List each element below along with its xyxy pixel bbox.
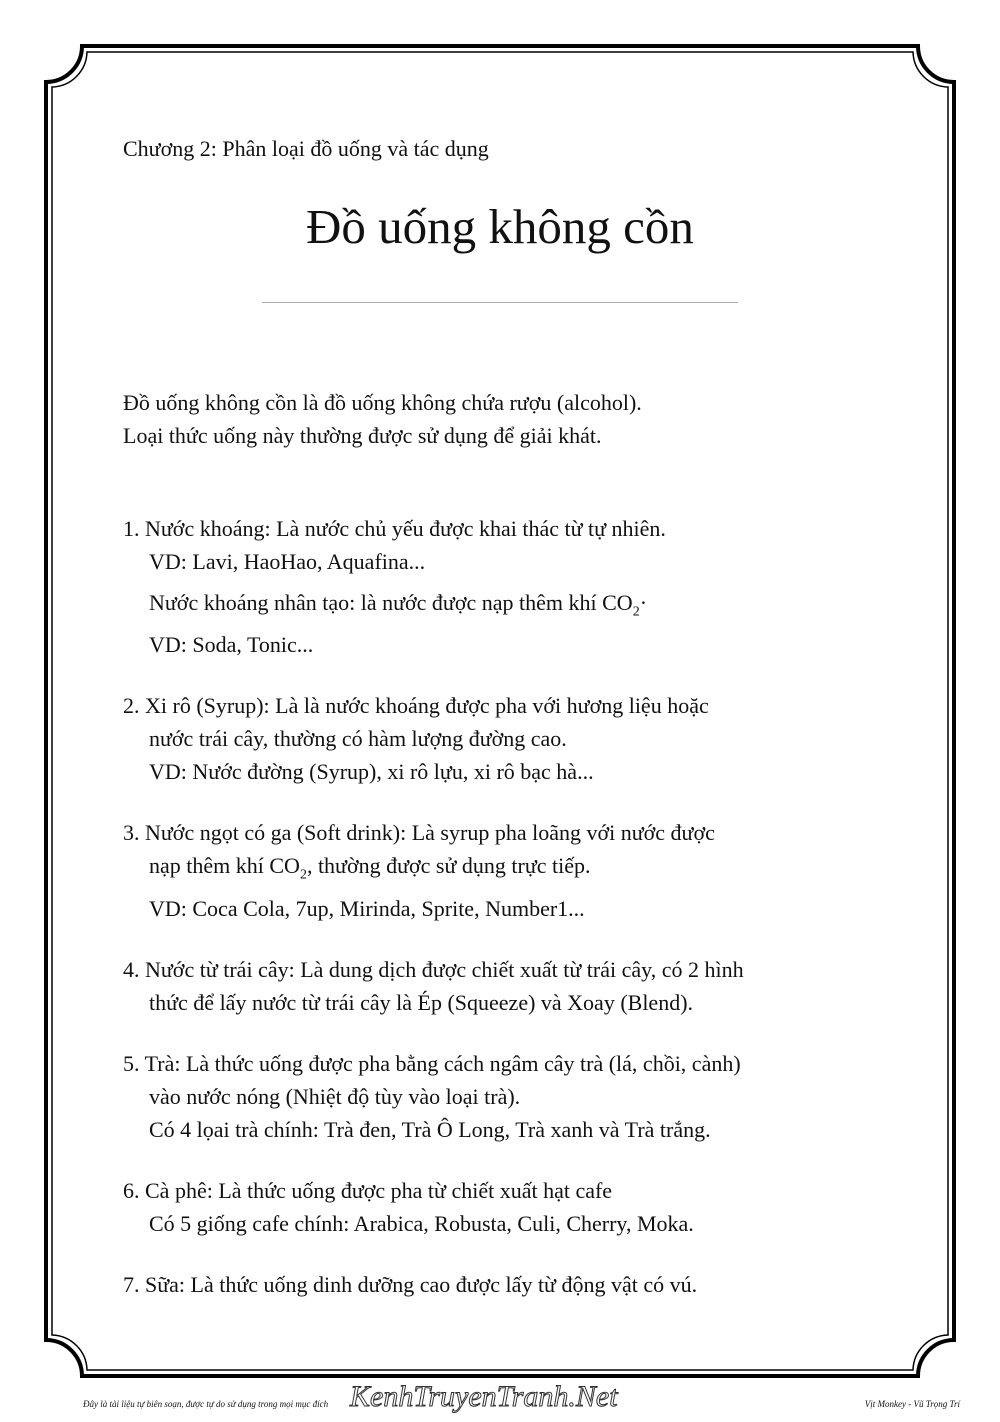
- item-line: 1. Nước khoáng: Là nước chủ yếu được khai thác từ tự nhiên.: [123, 516, 666, 541]
- item-line: Có 4 lọai trà chính: Trà đen, Trà Ô Long, Trà xanh và Trà trắng.: [149, 1116, 711, 1142]
- item-line: nước trái cây, thường có hàm lượng đường cao.: [149, 726, 567, 752]
- page-title: Đồ uống không cồn: [306, 199, 694, 254]
- item-line: 7. Sữa: Là thức uống dinh dưỡng cao được lấy từ động vật có vú.: [123, 1271, 698, 1297]
- subscript: 2: [632, 604, 640, 620]
- footer-author: Vịt Monkey - Vũ Trọng Trí: [864, 1399, 960, 1409]
- list-item: [123, 1174, 744, 1240]
- chapter-heading: Chương 2: Phân loại đồ uống và tác dụng: [123, 136, 489, 161]
- item-line: [123, 849, 744, 891]
- divider: [262, 302, 738, 303]
- subscript: 2: [299, 867, 307, 883]
- item-line: 6. Cà phê: Là thức uống được pha từ chiết xuất hạt cafe: [123, 1177, 613, 1203]
- list-item: [123, 1268, 744, 1301]
- text: ·: [639, 590, 648, 615]
- text: nạp thêm khí CO: [149, 853, 300, 879]
- intro-line: Đồ uống không cồn là đồ uống không chứa rượu (alcohol).: [123, 390, 642, 415]
- intro-paragraph: [123, 386, 642, 452]
- list-item: [123, 512, 744, 661]
- item-line: VD: Nước đường (Syrup), xi rô lựu, xi rô bạc hà...: [149, 759, 594, 785]
- footer-note: Đây là tài liệu tự biên soạn, được tự do sử dụng trong mọi mục đích: [83, 1399, 329, 1409]
- item-line: vào nước nóng (Nhiệt độ tùy vào loại trà).: [149, 1083, 521, 1109]
- item-line: VD: Lavi, HaoHao, Aquafina...: [149, 549, 426, 574]
- list-item: [123, 816, 744, 924]
- item-line: thức để lấy nước từ trái cây là Ép (Squeeze) và Xoay (Blend).: [149, 989, 694, 1015]
- text: Nước khoáng nhân tạo: là nước được nạp thêm khí CO: [149, 590, 633, 615]
- drink-list: [123, 512, 744, 1329]
- item-line: 4. Nước từ trái cây: Là dung dịch được chiết xuất từ trái cây, có 2 hình: [123, 956, 744, 982]
- item-line: 3. Nước ngọt có ga (Soft drink): Là syrup pha loãng với nước được: [123, 820, 715, 846]
- list-item: [123, 953, 744, 1019]
- item-line: VD: Coca Cola, 7up, Mirinda, Sprite, Number1...: [149, 895, 585, 921]
- intro-line: Loại thức uống này thường được sử dụng để giải khát.: [123, 423, 602, 448]
- item-line: Có 5 giống cafe chính: Arabica, Robusta, Culi, Cherry, Moka.: [149, 1210, 694, 1236]
- list-item: [123, 1047, 744, 1146]
- item-line: 5. Trà: Là thức uống được pha bằng cách ngâm cây trà (lá, chồi, cành): [123, 1050, 741, 1076]
- item-line: 2. Xi rô (Syrup): Là là nước khoáng được pha với hương liệu hoặc: [123, 693, 709, 719]
- list-item: [123, 689, 744, 788]
- item-line: [123, 586, 744, 628]
- text: , thường được sử dụng trực tiếp.: [306, 853, 591, 879]
- item-line: VD: Soda, Tonic...: [149, 632, 314, 658]
- watermark-logo: KenhTruyenTranh.Net: [350, 1380, 618, 1413]
